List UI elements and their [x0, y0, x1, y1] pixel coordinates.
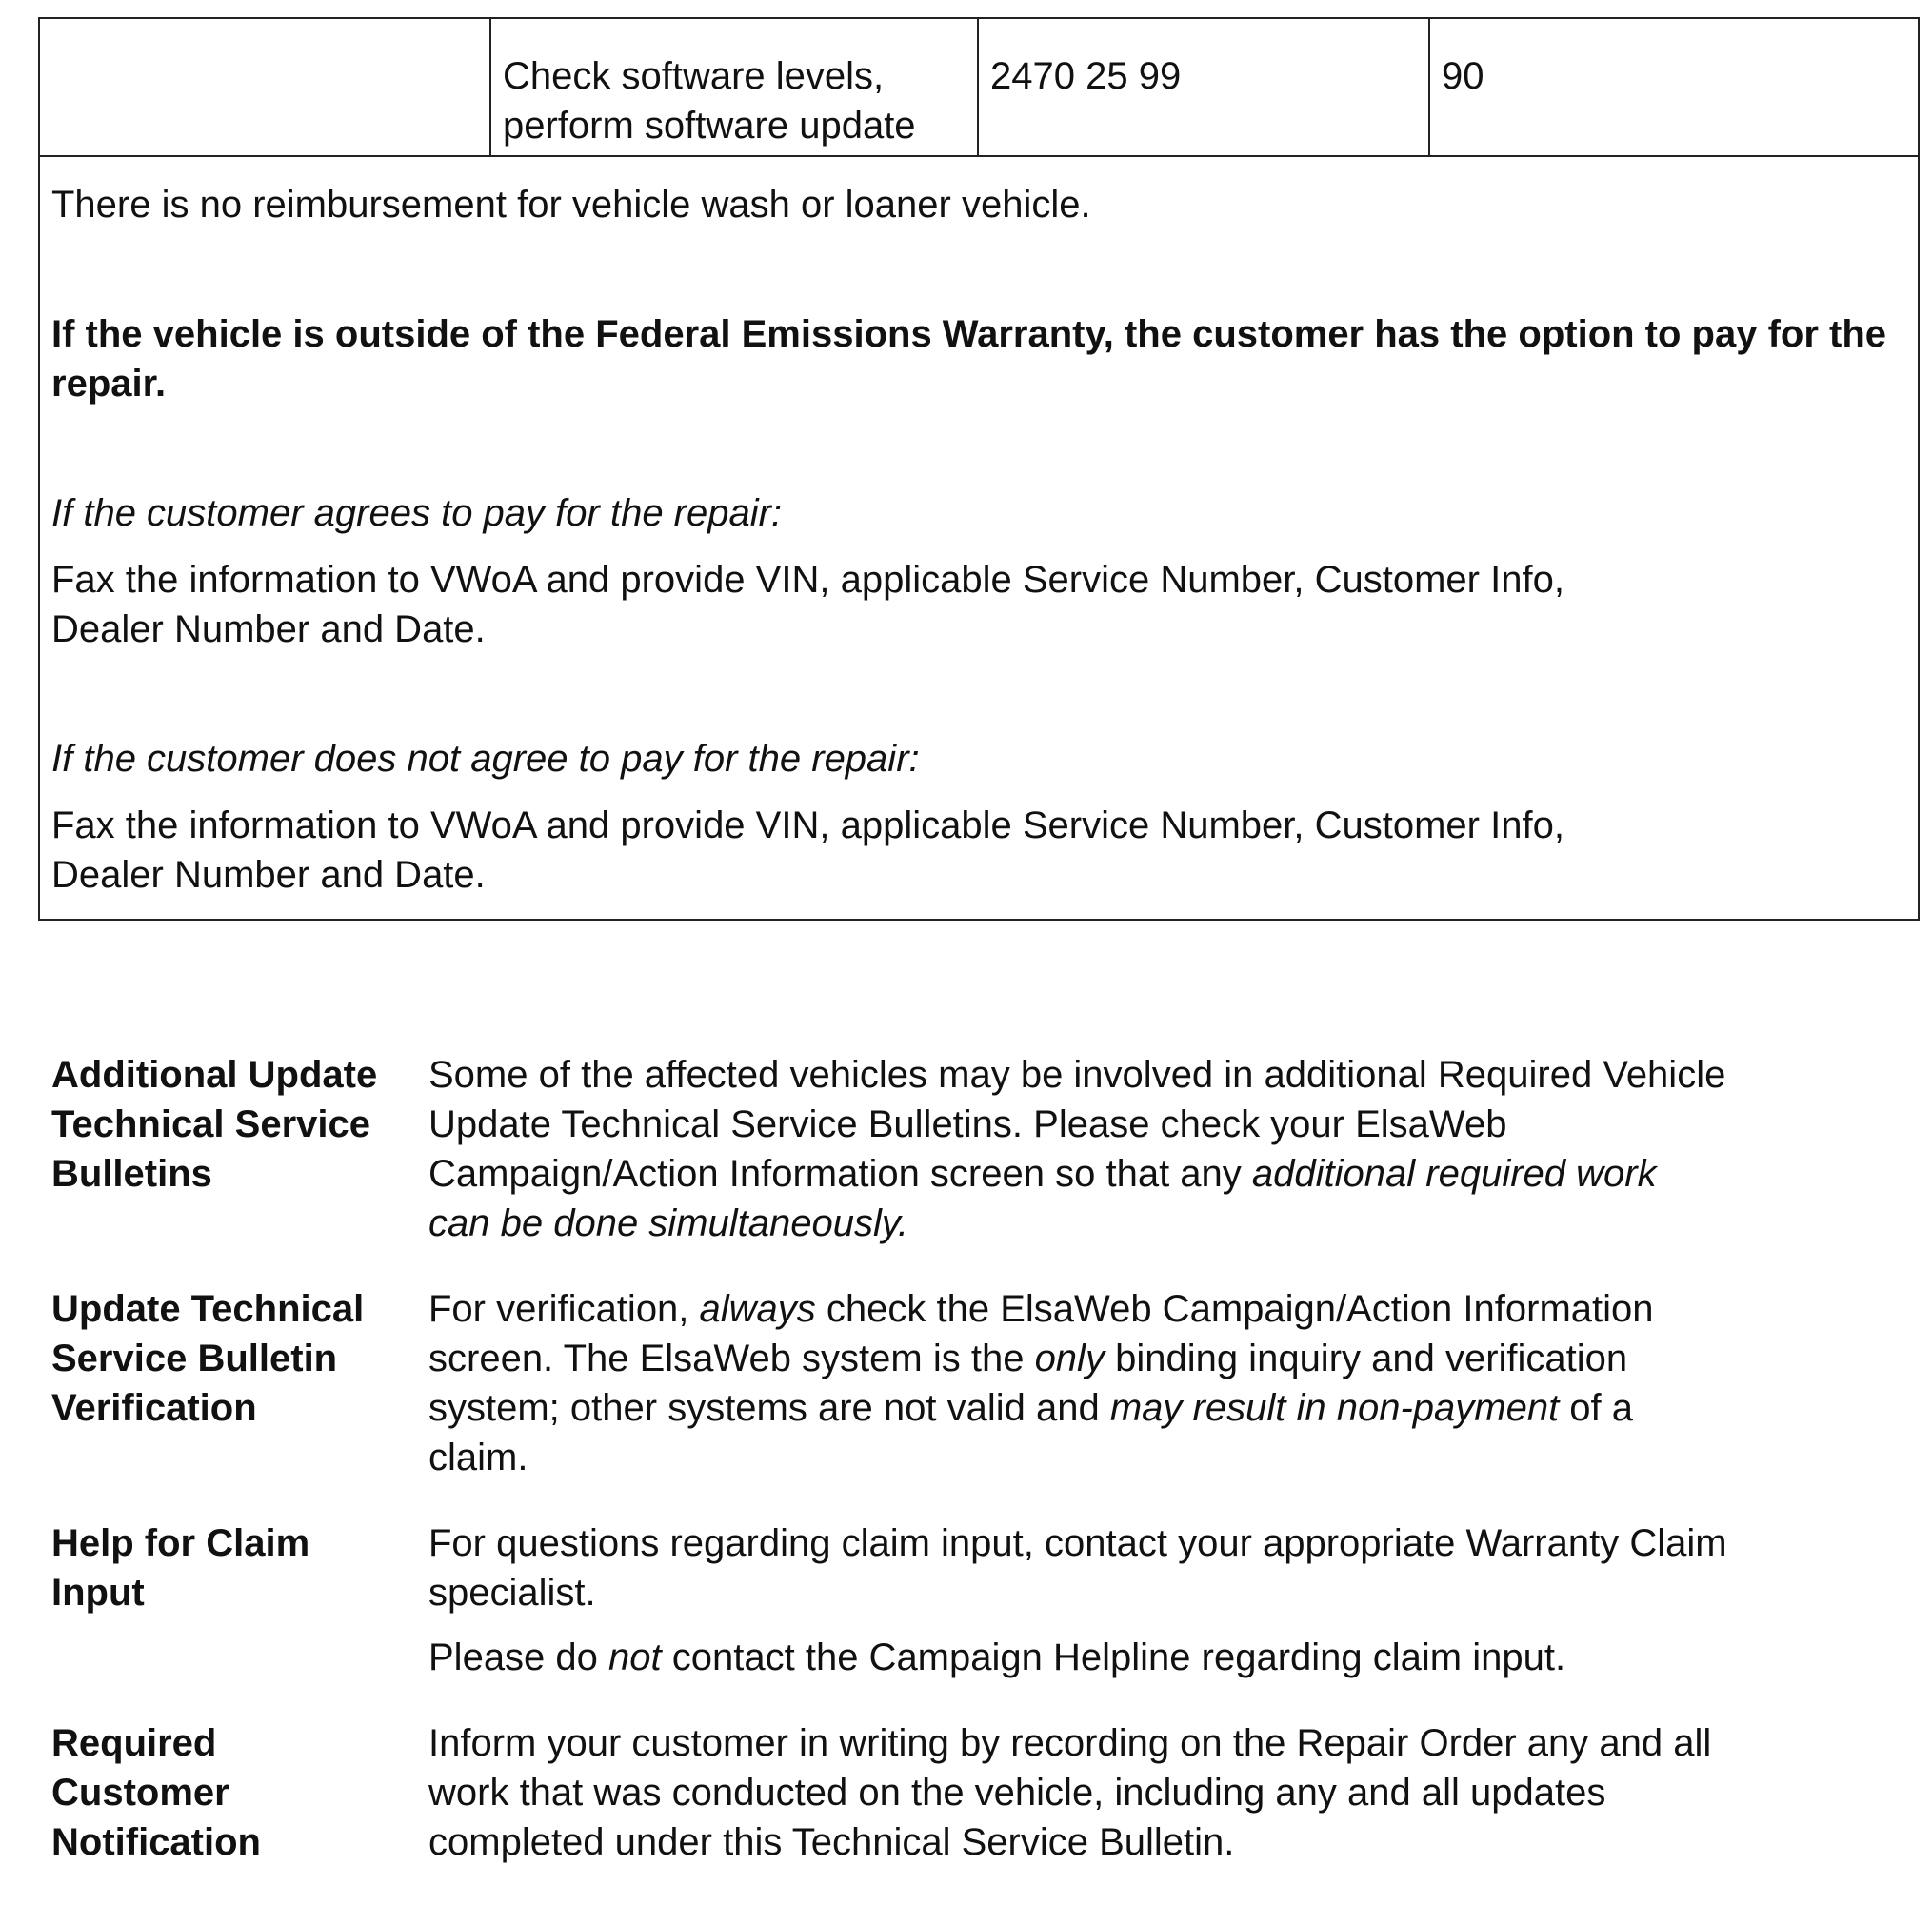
section-paragraph — [428, 1284, 1727, 1482]
text-run: Some of the affected vehicles may be involved in additional Required Vehicle Update Technical Service Bulletins. Please check your ElsaWeb Campaign/Action Information screen so that any — [428, 1054, 1726, 1195]
section-label: Required Customer Notification — [51, 1722, 261, 1863]
labor-cell-description: Check software levels, perform software update — [491, 19, 979, 155]
text-run: Please do — [428, 1637, 609, 1678]
additional-update-section — [51, 1050, 1727, 1248]
emphasis-run: always — [699, 1288, 816, 1330]
text-run: contact the Campaign Helpline regarding claim input. — [661, 1637, 1566, 1678]
no-reimbursement-note: There is no reimbursement for vehicle wash or loaner vehicle. — [51, 184, 1091, 226]
labor-cell-empty — [40, 19, 491, 155]
federal-warranty-note: If the vehicle is outside of the Federal Emissions Warranty, the customer has the option to pay for the repair. — [51, 313, 1887, 405]
section-paragraph — [428, 1050, 1727, 1248]
text-run: For verification, — [428, 1288, 700, 1330]
emphasis-run: additional required work can be done simultaneously. — [428, 1153, 1657, 1244]
section-paragraph: For questions regarding claim input, contact your appropriate Warranty Claim specialist. — [428, 1522, 1727, 1614]
customer-not-agree-heading: If the customer does not agree to pay for the repair: — [51, 738, 920, 780]
emphasis-run: only — [1034, 1338, 1105, 1379]
section-paragraph — [428, 1633, 1727, 1682]
text-run: check the ElsaWeb Campaign/Action Information screen. The ElsaWeb system is the — [428, 1288, 1654, 1379]
customer-agrees-text: Fax the information to VWoA and provide VIN, applicable Service Number, Customer Info, Dealer Number and Date. — [51, 559, 1564, 650]
verification-section — [51, 1284, 1727, 1482]
labor-cell-time-units: 90 — [1442, 55, 1484, 97]
section-body — [428, 1050, 1727, 1248]
section-label: Help for Claim Input — [51, 1522, 310, 1614]
section-body — [428, 1284, 1727, 1482]
customer-agrees-heading: If the customer agrees to pay for the repair: — [51, 492, 783, 534]
text-run: binding inquiry and verification system; other systems are not valid and — [428, 1338, 1628, 1429]
section-label: Update Technical Service Bulletin Verification — [51, 1288, 365, 1429]
labor-cell-code: 2470 25 99 — [979, 19, 1430, 155]
section-body — [428, 1518, 1727, 1682]
emphasis-run: may result in non-payment — [1109, 1387, 1560, 1429]
info-sections — [51, 1050, 1727, 1867]
section-label: Additional Update Technical Service Bulletins — [51, 1054, 378, 1195]
customer-not-agree-text: Fax the information to VWoA and provide VIN, applicable Service Number, Customer Info, Dealer Number and Date. — [51, 804, 1564, 896]
labor-table — [38, 17, 1920, 157]
customer-notification-section — [51, 1718, 1727, 1867]
section-paragraph: Inform your customer in writing by recording on the Repair Order any and all work that was conducted on the vehicle, including any and all updates completed under this Technical Service Bulletin. — [428, 1722, 1712, 1863]
section-body — [428, 1718, 1727, 1867]
reimbursement-notes — [38, 155, 1920, 921]
text-run: of a claim. — [428, 1387, 1634, 1478]
claim-help-section — [51, 1518, 1727, 1682]
emphasis-run: not — [608, 1637, 662, 1678]
